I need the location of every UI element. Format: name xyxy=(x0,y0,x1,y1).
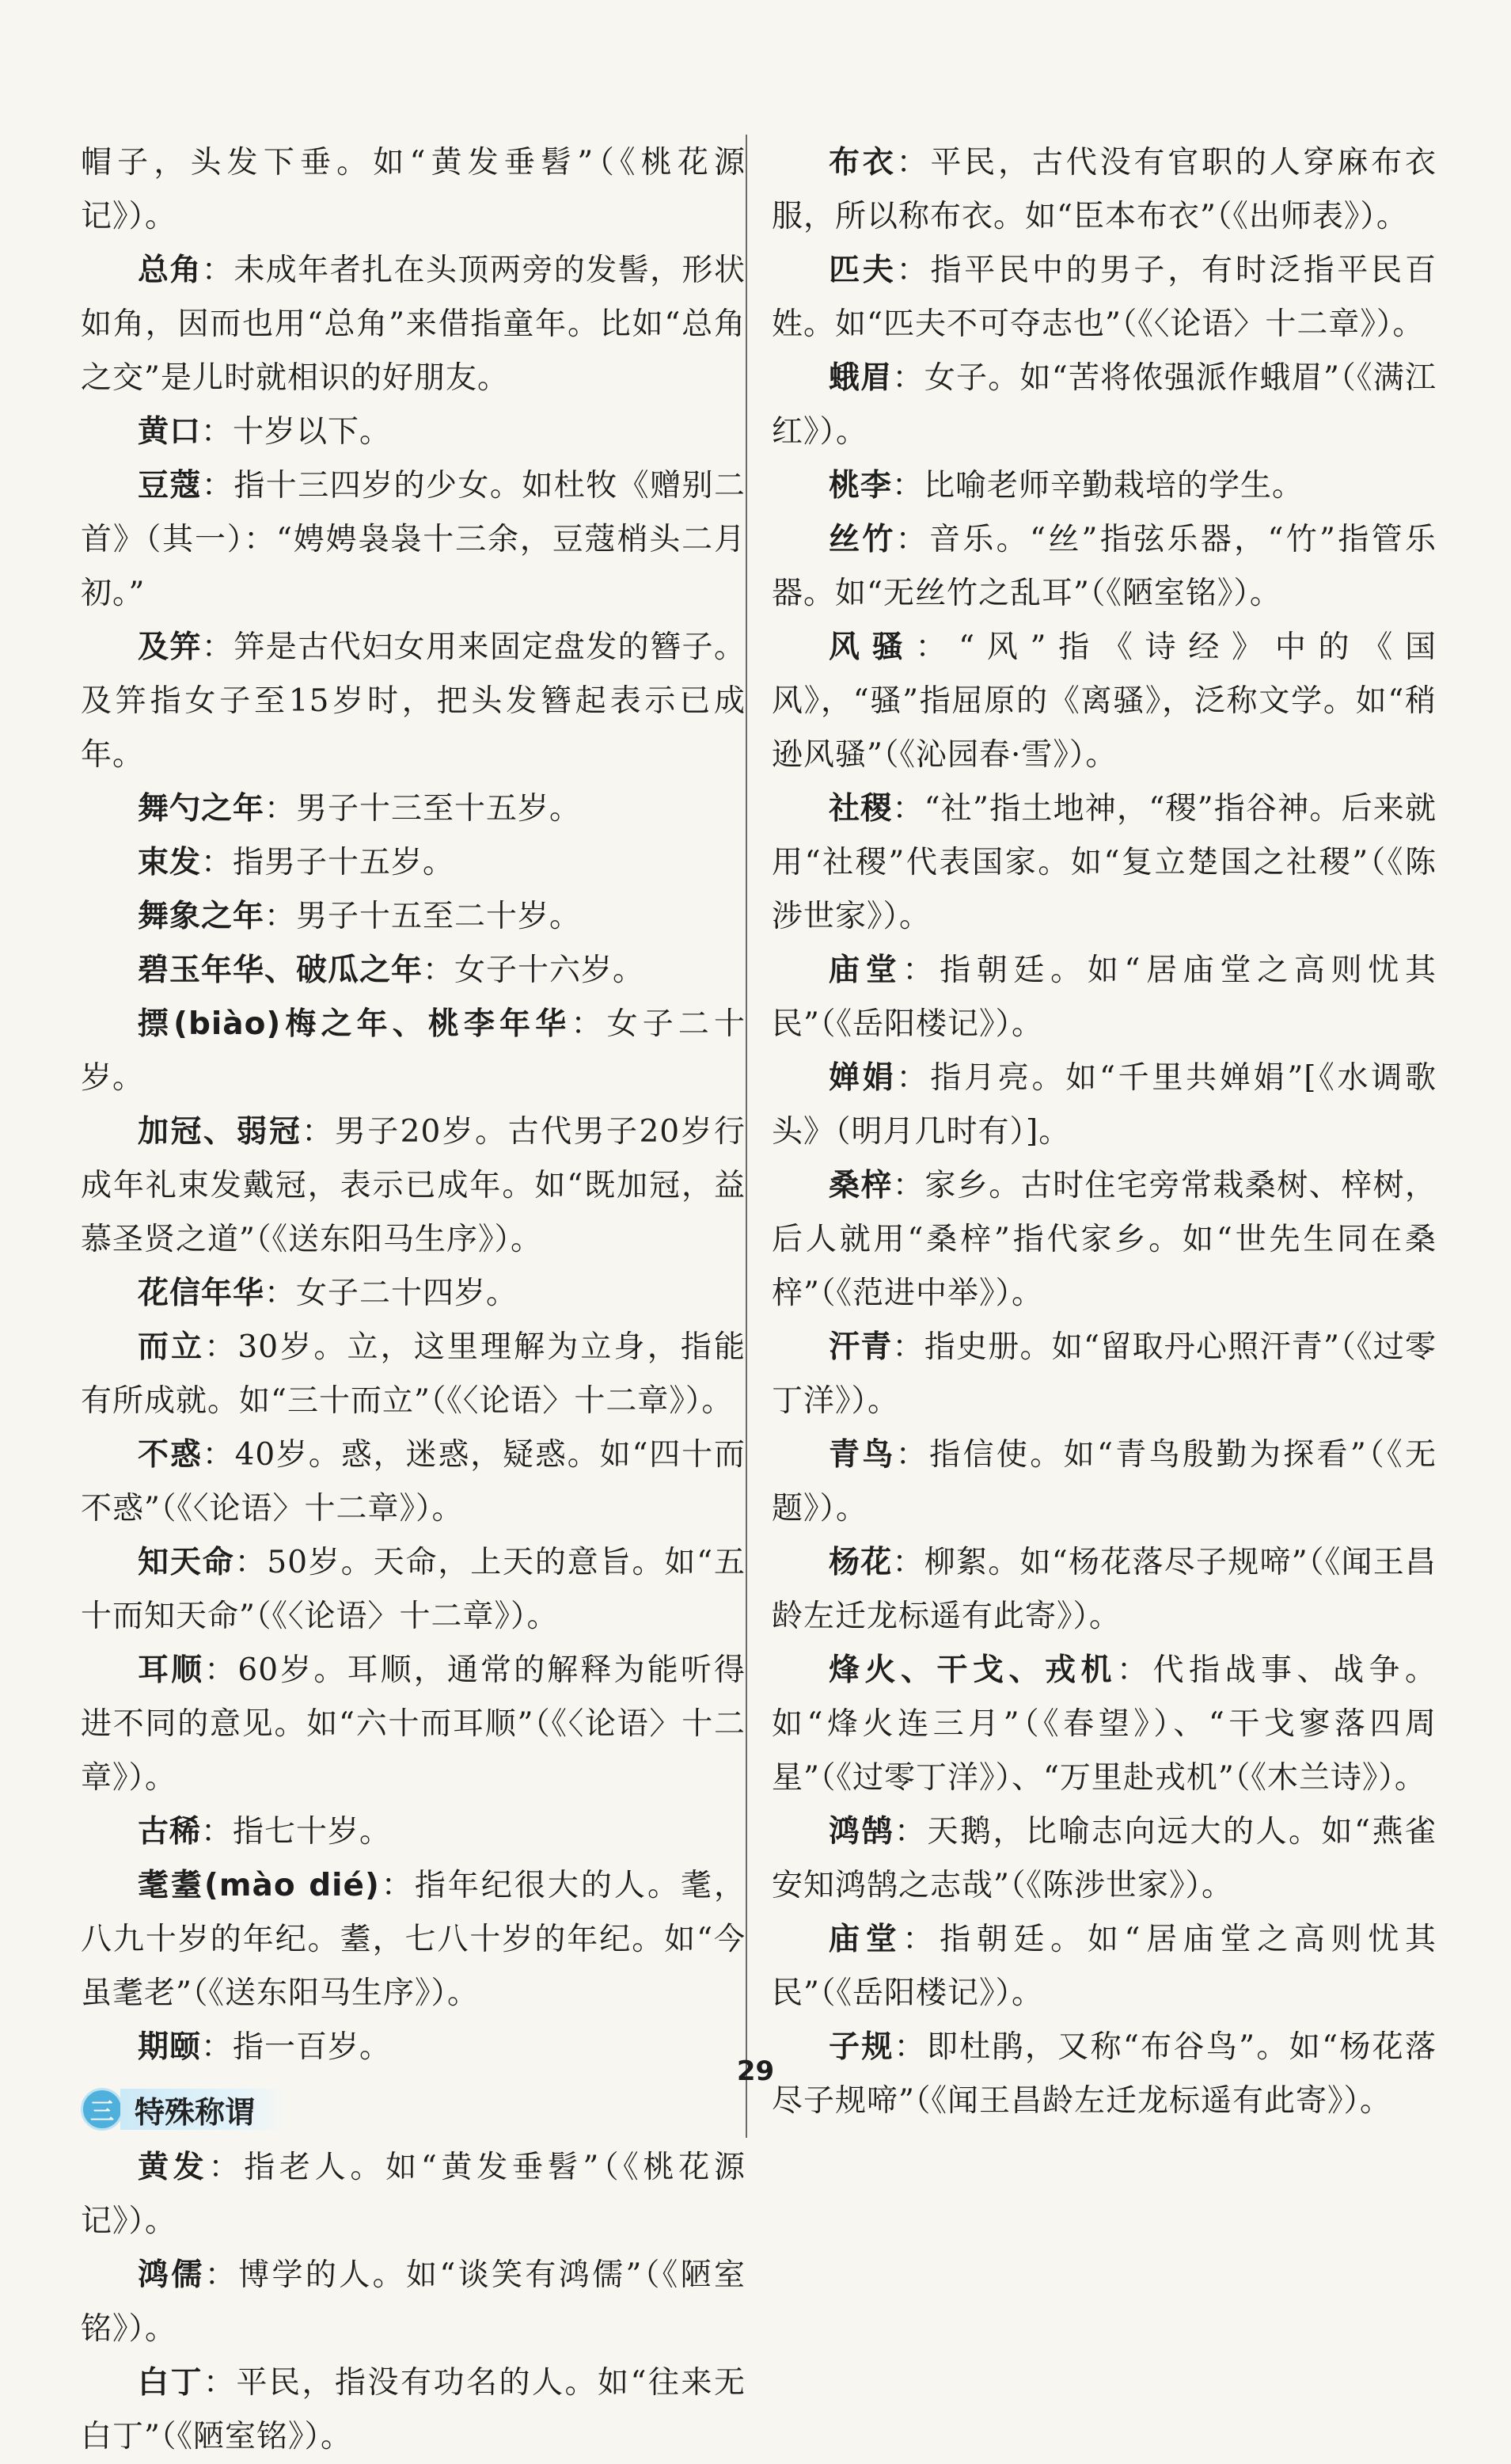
glossary-entry xyxy=(81,459,746,621)
entry-term: 古稀 xyxy=(138,1814,202,1850)
glossary-entry xyxy=(81,782,746,836)
entry-definition: ：笄是古代妇女用来固定盘发的簪子。及笄指女子至15岁时，把头发簪起表示已成年。 xyxy=(81,629,746,773)
entry-term: 舞象之年 xyxy=(138,899,265,934)
glossary-entry xyxy=(772,513,1437,621)
entry-term: 布衣 xyxy=(829,145,897,181)
glossary-entry xyxy=(772,1428,1437,1536)
glossary-entry xyxy=(81,1859,746,2021)
glossary-entry xyxy=(81,244,746,405)
continued-line: 帽子，头发下垂。如“黄发垂髫”（《桃花源记》）。 xyxy=(81,145,746,234)
glossary-entry xyxy=(772,1321,1437,1428)
entry-term: 舞勺之年 xyxy=(138,791,265,827)
entry-term: 子规 xyxy=(829,2029,894,2065)
entry-list-special-titles xyxy=(81,2141,746,2464)
entry-definition: ：即杜鹃，又称“布谷鸟”。如“杨花落尽子规啼”（《闻王昌龄左迁龙标遥有此寄》）。 xyxy=(772,2029,1437,2119)
entry-term: 杨花 xyxy=(829,1545,893,1580)
entry-term: 豆蔻 xyxy=(138,468,202,504)
entry-definition: ：女子。如“苦将侬强派作蛾眉”（《满江红》）。 xyxy=(772,360,1437,450)
glossary-entry xyxy=(81,405,746,459)
entry-definition: ：60岁。耳顺，通常的解释为能听得进不同的意见。如“六十而耳顺”（《〈论语〉十二章》）。 xyxy=(81,1652,746,1796)
right-column xyxy=(772,136,1437,2128)
entry-definition: ：指一百岁。 xyxy=(201,2029,392,2065)
entry-list-right xyxy=(772,136,1437,2128)
page-number: 29 xyxy=(736,2055,775,2087)
entry-definition: ：平民，古代没有官职的人穿麻布衣服，所以称布衣。如“臣本布衣”（《出师表》）。 xyxy=(772,145,1437,234)
entry-term: 鸿儒 xyxy=(138,2257,205,2293)
entry-definition: ：女子十六岁。 xyxy=(423,953,645,988)
glossary-entry xyxy=(772,1159,1437,1321)
entry-term: 汗青 xyxy=(829,1329,893,1365)
entry-definition: ：天鹅，比喻志向远大的人。如“燕雀安知鸿鹄之志哉”（《陈涉世家》）。 xyxy=(772,1814,1437,1903)
entry-term: 匹夫 xyxy=(829,253,897,288)
entry-definition: ：女子二十四岁。 xyxy=(264,1276,518,1311)
entry-term: 碧玉年华、破瓜之年 xyxy=(138,953,423,988)
entry-definition: ：代指战事、战争。如“烽火连三月”（《春望》）、“干戈寥落四周星”（《过零丁洋》）、“万里赴戎机”（《木兰诗》）。 xyxy=(772,1652,1437,1796)
glossary-entry xyxy=(772,1051,1437,1159)
entry-definition: ：指月亮。如“千里共婵娟”[《水调歌头》（明月几时有）]。 xyxy=(772,1060,1437,1150)
entry-definition: ：指老人。如“黄发垂髫”（《桃花源记》）。 xyxy=(81,2150,746,2239)
entry-term: 及笄 xyxy=(138,629,202,665)
entry-definition: ：十岁以下。 xyxy=(201,414,392,450)
glossary-entry xyxy=(81,1644,746,1805)
entry-definition: ：指年纪很大的人。耄，八九十岁的年纪。耋，七八十岁的年纪。如“今虽耄老”（《送东阳马生序》）。 xyxy=(81,1868,746,2011)
entry-term: 不惑 xyxy=(138,1437,203,1473)
glossary-entry xyxy=(772,1805,1437,1913)
glossary-entry xyxy=(81,621,746,782)
entry-term: 知天命 xyxy=(138,1545,235,1580)
glossary-entry xyxy=(772,1644,1437,1805)
entry-term: 青鸟 xyxy=(829,1437,896,1473)
glossary-entry xyxy=(772,352,1437,459)
entry-definition: ：女子二十岁。 xyxy=(81,1006,746,1096)
entry-definition: ：指男子十五岁。 xyxy=(201,845,455,880)
glossary-entry xyxy=(81,2249,746,2356)
entry-definition: ：博学的人。如“谈笑有鸿儒”（《陋室铭》）。 xyxy=(81,2257,746,2347)
entry-definition: ：“风”指《诗经》中的《国风》，“骚”指屈原的《离骚》，泛称文学。如“稍逊风骚”（《沁园春·雪》）。 xyxy=(772,629,1437,773)
entry-definition: ：指朝廷。如“居庙堂之高则忧其民”（《岳阳楼记》）。 xyxy=(772,953,1437,1042)
entry-term: 白丁 xyxy=(138,2365,204,2401)
entry-definition: ：柳絮。如“杨花落尽子规啼”（《闻王昌龄左迁龙标遥有此寄》）。 xyxy=(772,1545,1437,1634)
glossary-entry xyxy=(81,890,746,944)
glossary-entry xyxy=(772,944,1437,1051)
entry-term: 庙堂 xyxy=(829,1922,903,1957)
entry-definition: ：40岁。惑，迷惑，疑惑。如“四十而不惑”（《〈论语〉十二章》）。 xyxy=(81,1437,746,1527)
glossary-entry xyxy=(772,621,1437,782)
glossary-entry xyxy=(81,2141,746,2249)
entry-definition: ：未成年者扎在头顶两旁的发髻，形状如角，因而也用“总角”来借指童年。比如“总角之交”是儿时就相识的好朋友。 xyxy=(81,253,746,396)
glossary-entry xyxy=(81,1321,746,1428)
entry-term: 鸿鹄 xyxy=(829,1814,895,1850)
entry-definition: ：指朝廷。如“居庙堂之高则忧其民”（《岳阳楼记》）。 xyxy=(772,1922,1437,2011)
entry-list-age-terms xyxy=(81,244,746,2074)
column-divider xyxy=(746,135,747,2138)
entry-term: 丝竹 xyxy=(829,522,896,557)
glossary-entry xyxy=(81,1267,746,1321)
entry-term: 桑梓 xyxy=(829,1168,893,1203)
entry-term: 黄发 xyxy=(138,2150,209,2185)
entry-term: 耳顺 xyxy=(138,1652,205,1688)
entry-term: 而立 xyxy=(138,1329,205,1365)
entry-definition: ：平民，指没有功名的人。如“往来无白丁”（《陋室铭》）。 xyxy=(81,2365,746,2454)
entry-definition: ：指十三四岁的少女。如杜牧《赠别二首》（其一）：“娉娉袅袅十三余，豆蔻梢头二月初。” xyxy=(81,468,746,611)
entry-term: 耄耋(mào dié) xyxy=(138,1868,380,1903)
entry-definition: ：指信使。如“青鸟殷勤为探看”（《无题》）。 xyxy=(772,1437,1437,1527)
glossary-entry xyxy=(772,459,1437,513)
entry-definition: ：家乡。古时住宅旁常栽桑树、梓树，后人就用“桑梓”指代家乡。如“世先生同在桑梓”（《范进中举》）。 xyxy=(772,1168,1437,1311)
entry-term: 桃李 xyxy=(829,468,893,504)
entry-term: 社稷 xyxy=(829,791,893,827)
entry-definition: ：指史册。如“留取丹心照汗青”（《过零丁洋》）。 xyxy=(772,1329,1437,1419)
entry-definition: ：男子十五至二十岁。 xyxy=(264,899,582,934)
entry-definition: ：男子20岁。古代男子20岁行成年礼束发戴冠，表示已成年。如“既加冠，益慕圣贤之道”（《送东阳马生序》）。 xyxy=(81,1114,746,1257)
left-column xyxy=(81,136,746,2464)
entry-definition: ：50岁。天命，上天的意旨。如“五十而知天命”（《〈论语〉十二章》）。 xyxy=(81,1545,746,1634)
glossary-entry xyxy=(772,1536,1437,1644)
glossary-entry xyxy=(81,1536,746,1644)
glossary-entry xyxy=(81,836,746,890)
entry-term: 黄口 xyxy=(138,414,202,450)
glossary-entry xyxy=(81,1428,746,1536)
entry-term: 庙堂 xyxy=(829,953,903,988)
glossary-entry xyxy=(81,2356,746,2464)
entry-definition: ：指平民中的男子，有时泛指平民百姓。如“匹夫不可夺志也”（《〈论语〉十二章》）。 xyxy=(772,253,1437,342)
entry-term: 婵娟 xyxy=(829,1060,897,1096)
entry-definition: ：男子十三至十五岁。 xyxy=(264,791,582,827)
glossary-entry xyxy=(772,1913,1437,2021)
glossary-entry xyxy=(772,782,1437,944)
entry-term: 总角 xyxy=(138,253,202,288)
section-heading xyxy=(81,2086,746,2133)
entry-term: 花信年华 xyxy=(138,1276,265,1311)
glossary-entry xyxy=(772,136,1437,244)
glossary-entry xyxy=(81,1805,746,1859)
entry-definition: ：“社”指土地神，“稷”指谷神。后来就用“社稷”代表国家。如“复立楚国之社稷”（《陈涉世家》）。 xyxy=(772,791,1437,934)
glossary-entry xyxy=(81,998,746,1105)
entry-term: 蛾眉 xyxy=(829,360,893,396)
glossary-entry xyxy=(81,1105,746,1267)
section-number-badge: 三 xyxy=(81,2088,123,2131)
entry-term: 风骚 xyxy=(829,629,916,665)
entry-definition: ：指七十岁。 xyxy=(201,1814,392,1850)
entry-term: 加冠、弱冠 xyxy=(138,1114,302,1150)
entry-definition: ：30岁。立，这里理解为立身，指能有所成就。如“三十而立”（《〈论语〉十二章》）。 xyxy=(81,1329,746,1419)
entry-term: 期颐 xyxy=(138,2029,202,2065)
entry-definition: ：比喻老师辛勤栽培的学生。 xyxy=(892,468,1304,504)
section-title: 特殊称谓 xyxy=(120,2089,287,2130)
entry-term: 烽火、干戈、戎机 xyxy=(829,1652,1117,1688)
entry-term: 摽(biào)梅之年、桃李年华 xyxy=(138,1006,571,1042)
entry-term: 束发 xyxy=(138,845,202,880)
entry-definition: ：音乐。“丝”指弦乐器，“竹”指管乐器。如“无丝竹之乱耳”（《陋室铭》）。 xyxy=(772,522,1437,611)
glossary-entry xyxy=(772,244,1437,352)
glossary-entry xyxy=(81,944,746,998)
